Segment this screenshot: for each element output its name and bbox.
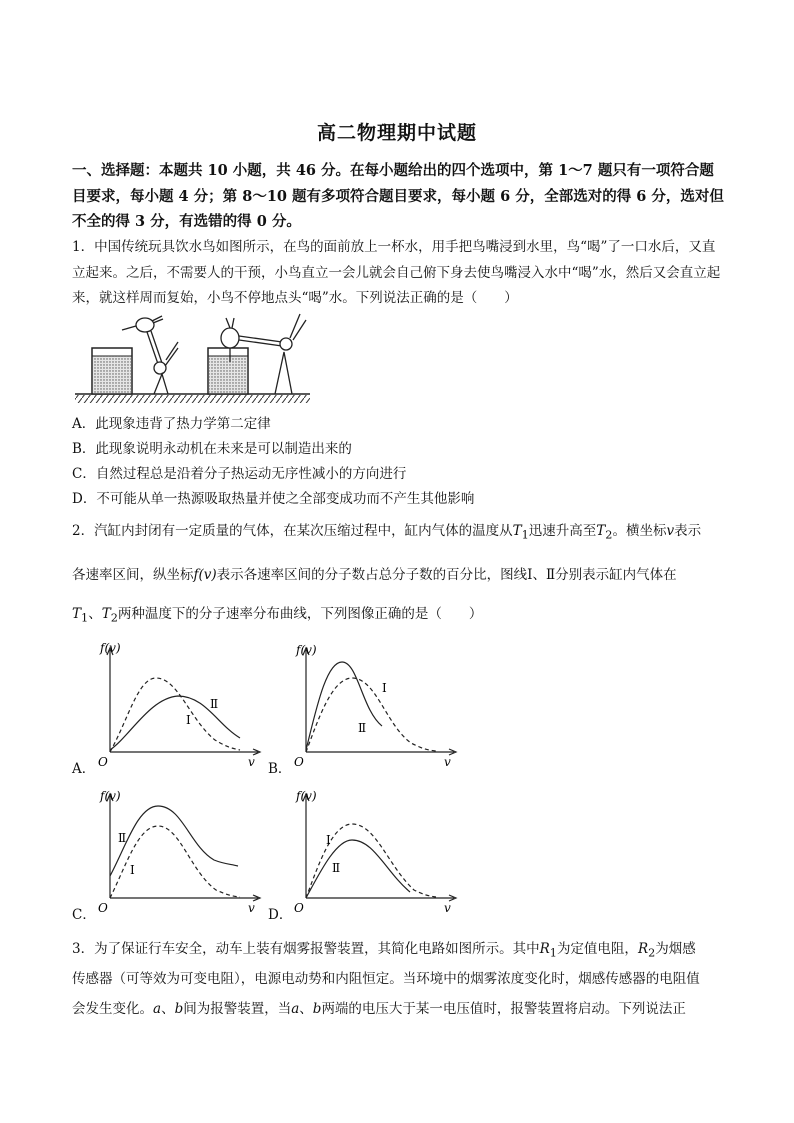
svg-text:f(v): f(v)	[296, 643, 317, 657]
drinking-bird-figure	[70, 310, 320, 410]
svg-text:v: v	[444, 755, 451, 769]
svg-text:O: O	[294, 755, 304, 769]
svg-text:O: O	[98, 901, 108, 915]
q1-option-c: C．自然过程总是沿着分子热运动无序性减小的方向进行	[72, 466, 407, 482]
svg-text:f(v): f(v)	[296, 789, 317, 803]
graph-d-curve-solid	[306, 840, 410, 898]
graph-d	[286, 786, 466, 921]
graph-d-label: D．	[268, 907, 293, 923]
graph-a-ylabel: f(v)	[100, 641, 121, 655]
graph-c-label: C．	[72, 907, 96, 923]
graph-d-label-II: Ⅱ	[332, 861, 341, 875]
graph-c	[90, 786, 270, 921]
graph-b	[286, 640, 466, 775]
graph-a-label-I: Ⅰ	[186, 713, 191, 727]
q1-option-b: B．此现象说明永动机在未来是可以制造出来的	[72, 441, 352, 457]
graph-a-curve-dashed	[110, 678, 240, 752]
q3-line-1: 3．为了保证行车安全，动车上装有烟雾报警装置，其简化电路如图所示。其中$R_1$为定值电阻，$R_2$为烟感	[72, 941, 696, 960]
q1-stem: 1．中国传统玩具饮水鸟如图所示，在鸟的面前放上一杯水，用手把鸟嘴浸到水里，鸟“喝”了一口水后，又直立起来。之后，不需要人的干预，小鸟直立一会儿就会自己俯下身去使鸟嘴浸入水中“喝”水，然后又会直立起来，就这样周而复始，小鸟不停地点头“喝”水。下列说法正确的是（ ）	[72, 239, 721, 306]
graph-a-curve-solid	[110, 696, 240, 750]
graph-b-label: B．	[268, 761, 292, 777]
graph-b-label-I: Ⅰ	[382, 681, 387, 695]
graph-a	[90, 640, 270, 775]
page-title: 高二物理期中试题	[316, 122, 477, 144]
q2-line-1: 2．汽缸内封闭有一定质量的气体，在某次压缩过程中，缸内气体的温度从$T_1$迅速升高至$T_2$。横坐标v表示	[72, 523, 702, 542]
graph-d-label-I: Ⅰ	[326, 833, 331, 847]
q2-line-2: 各速率区间，纵坐标f(v)表示各速率区间的分子数占总分子数的百分比，图线Ⅰ、Ⅱ分别表示缸内气体在	[72, 567, 677, 583]
graph-b-curve-dashed	[306, 678, 436, 752]
graph-a-origin: O	[98, 755, 108, 769]
svg-text:O: O	[294, 901, 304, 915]
graph-b-curve-solid	[306, 662, 382, 750]
svg-text:v: v	[444, 901, 451, 915]
graph-b-label-II: Ⅱ	[358, 721, 367, 735]
graph-a-label: A．	[72, 761, 96, 777]
q3-line-3: 会发生变化。a、b间为报警装置，当a、b两端的电压大于某一电压值时，报警装置将启动。下列说法正	[72, 1001, 686, 1017]
section-header: 一、选择题：本题共 10 小题，共 46 分。在每小题给出的四个选项中，第 1～7 题只有一项符合题目要求，每小题 4 分；第 8～10 题有多项符合题目要求，每小题 6 分，全部选对的得 6 分，选对但不全的得 3 分，有选错的得 0 分。	[72, 162, 724, 230]
graph-a-label-II: Ⅱ	[210, 697, 219, 711]
graph-a-xlabel: v	[248, 755, 255, 769]
graph-c-label-I: Ⅰ	[130, 863, 135, 877]
graph-c-label-II: Ⅱ	[118, 831, 127, 845]
svg-text:v: v	[248, 901, 255, 915]
q1-option-a: A．此现象违背了热力学第二定律	[72, 416, 271, 432]
svg-text:f(v): f(v)	[100, 789, 121, 803]
q3-line-2: 传感器（可等效为可变电阻），电源电动势和内阻恒定。当环境中的烟雾浓度变化时，烟感传感器的电阻值	[72, 971, 700, 987]
q2-line-3: $T_1$、$T_2$两种温度下的分子速率分布曲线，下列图像正确的是（ ）	[72, 606, 483, 625]
q1-option-d: D．不可能从单一热源吸取热量并使之全部变成功而不产生其他影响	[72, 491, 475, 507]
